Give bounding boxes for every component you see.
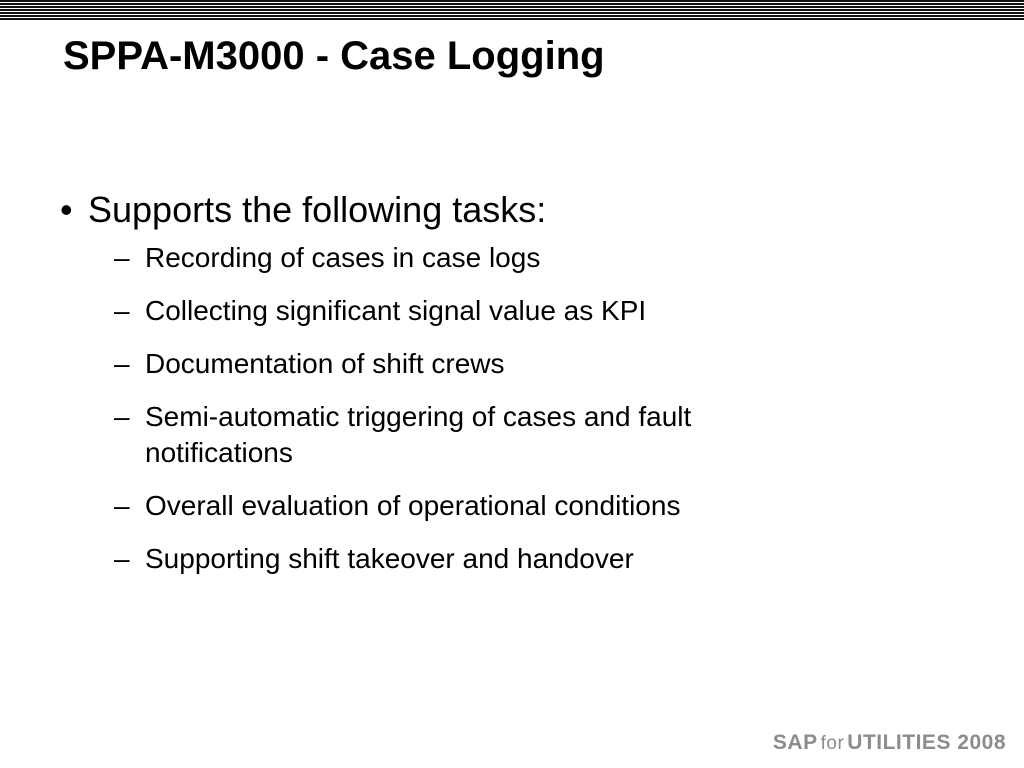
- dash-marker: –: [114, 242, 130, 273]
- dash-marker: –: [114, 295, 130, 326]
- list-item: [60, 293, 845, 329]
- list-item: [60, 346, 845, 382]
- list-item-text: Semi-automatic triggering of cases and fault notifications: [145, 401, 692, 468]
- dash-marker: –: [114, 543, 130, 574]
- main-bullet-text: Supports the following tasks:: [88, 189, 547, 230]
- logo-sap: SAP: [772, 731, 818, 754]
- list-item-text: Recording of cases in case logs: [145, 242, 541, 273]
- task-list: [60, 240, 960, 577]
- dash-marker: –: [114, 490, 130, 521]
- slide-content: [60, 186, 960, 594]
- list-item: [60, 399, 845, 471]
- list-item-text: Overall evaluation of operational conditions: [145, 490, 681, 521]
- logo-utilities: UTILITIES 2008: [847, 731, 1006, 754]
- list-item-text: Supporting shift takeover and handover: [145, 543, 634, 574]
- list-item: [60, 488, 845, 524]
- logo-for: for: [820, 733, 845, 754]
- bullet-marker: •: [60, 189, 73, 230]
- list-item-text: Collecting significant signal value as KPI: [145, 295, 647, 326]
- main-bullet: [60, 186, 960, 234]
- dash-marker: –: [114, 401, 130, 432]
- dash-marker: –: [114, 348, 130, 379]
- list-item-text: Documentation of shift crews: [145, 348, 505, 379]
- list-item: [60, 240, 845, 276]
- slide-title: SPPA-M3000 - Case Logging: [63, 34, 605, 78]
- list-item: [60, 541, 845, 577]
- sap-for-utilities-logo: [773, 731, 1006, 756]
- top-decorative-stripes: [0, 0, 1024, 20]
